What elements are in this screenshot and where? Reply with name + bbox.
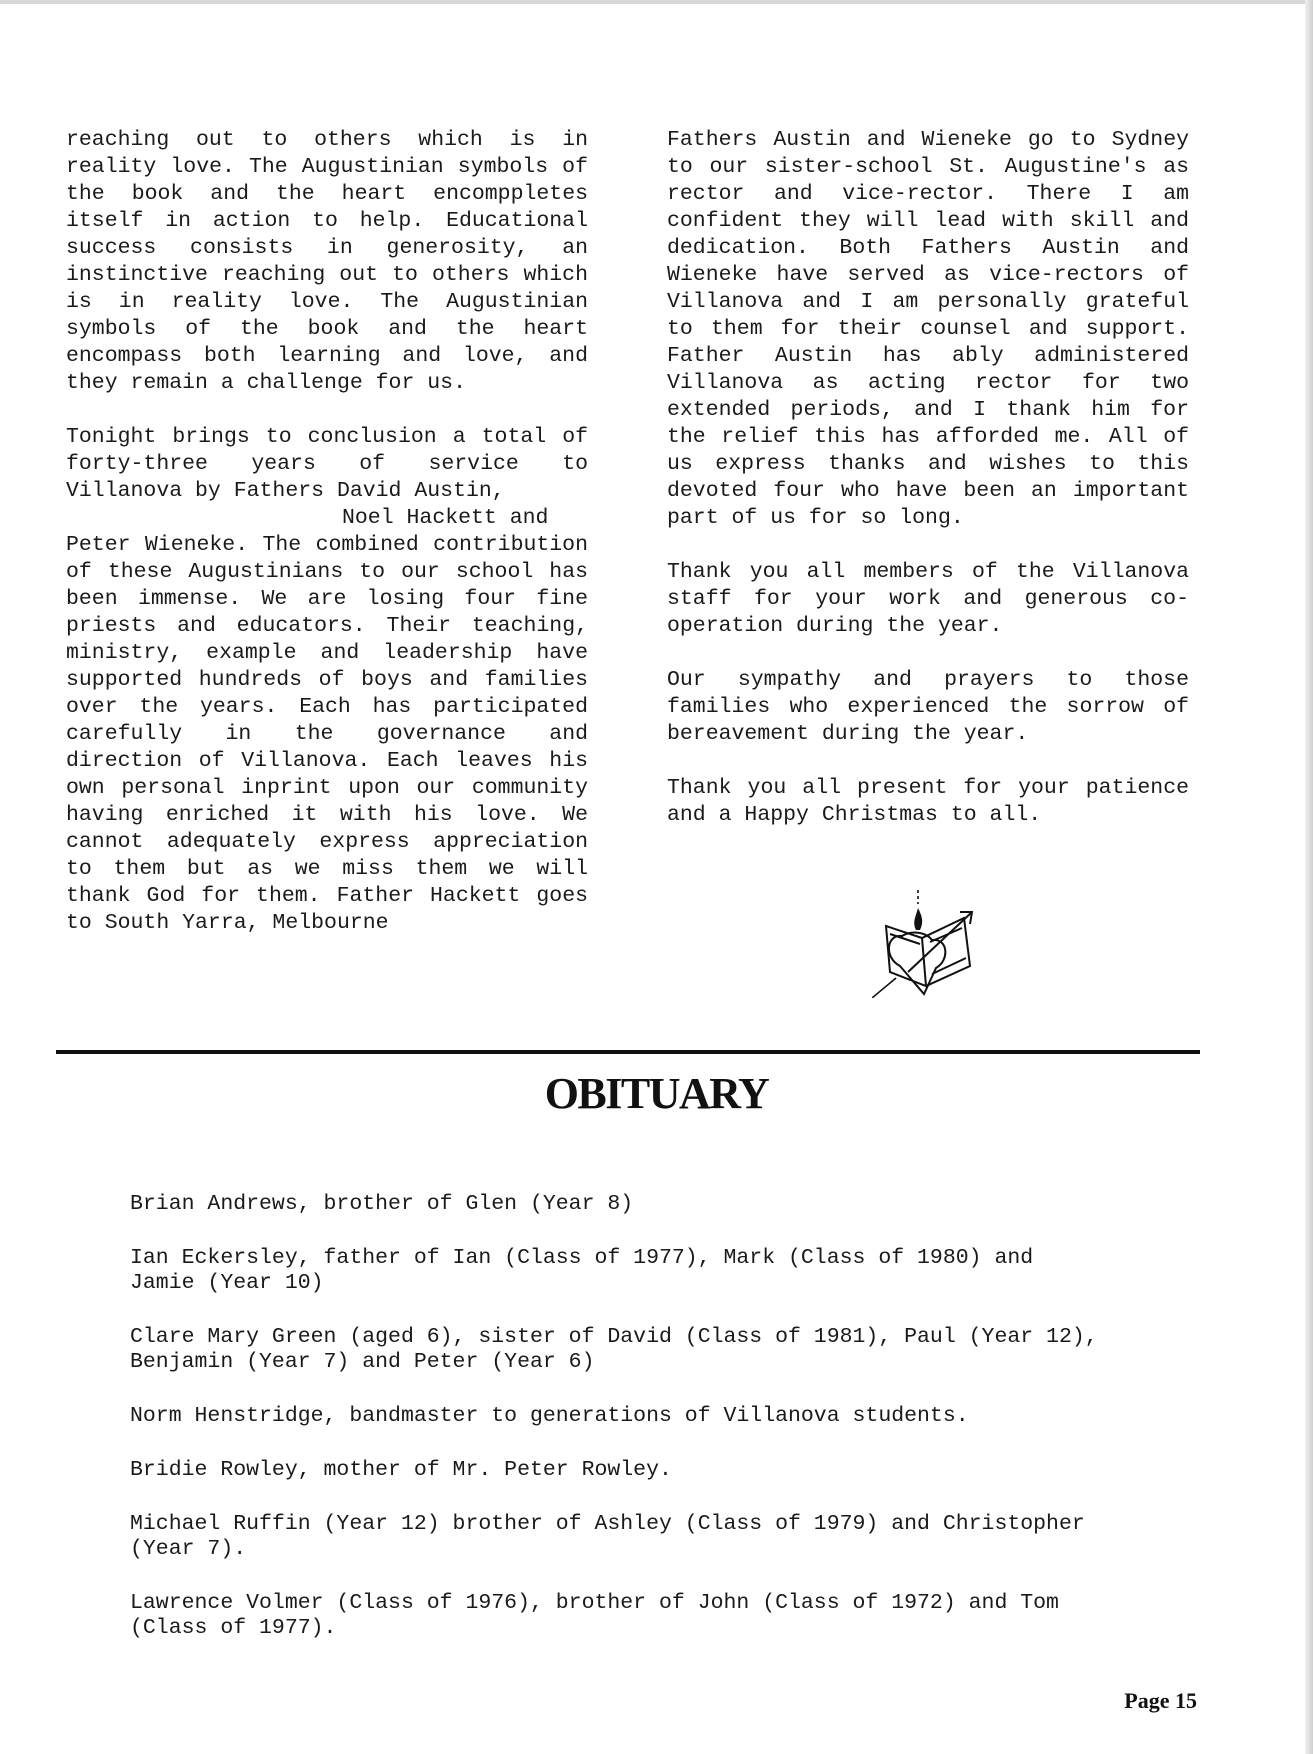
obituary-entry [130,1512,1130,1562]
obituary-entry-line: Michael Ruffin (Year 12) brother of Ashley (Class of 1979) and Christopher [130,1512,1085,1536]
obituary-entry-line: Lawrence Volmer (Class of 1976), brother of John (Class of 1972) and Tom [130,1591,1059,1615]
obituary-entry-line: (Year 7). [130,1537,247,1561]
right-column [667,127,1189,856]
right-paragraph-2: Thank you all members of the Villanova staff for your work and generous co-operation during the year. [667,560,1189,638]
obituary-entry-line: Jamie (Year 10) [130,1271,324,1295]
obituary-entry-line: Benjamin (Year 7) and Peter (Year 6) [130,1350,595,1374]
obituary-entry-line: Clare Mary Green (aged 6), sister of David (Class of 1981), Paul (Year 12), [130,1325,1098,1349]
obituary-entry-line: Ian Eckersley, father of Ian (Class of 1977), Mark (Class of 1980) and [130,1246,1034,1270]
page-right-edge [1305,0,1313,1754]
augustinian-book-heart-emblem-icon [872,886,978,998]
section-divider [56,1050,1200,1054]
page-number: Page 15 [1124,1688,1197,1713]
obituary-entry [130,1192,1130,1217]
page-top-edge [0,0,1313,4]
obituary-title: OBITUARY [544,1069,769,1118]
obituary-entry-line: Bridie Rowley, mother of Mr. Peter Rowley. [130,1458,672,1482]
left-paragraph-2-rest: Peter Wieneke. The combined contribution of these Augustinians to our school has been immense. We are losing four fine priests and educators. Their teaching, ministry, example and leadership have supported hundreds of boys and families over the years. Each has participated carefully in the governance and direction of Villanova. Each leaves his own personal inprint upon our community having enriched it with his love. We cannot adequately express appreciation to them but as we miss them we will thank God for them. Father Hackett goes to South Yarra, Melbourne [66,533,588,935]
obituary-list [130,1192,1130,1670]
obituary-entry [130,1404,1130,1429]
left-paragraph-2-indent: Noel Hackett and [342,506,549,530]
obituary-entry-line: Brian Andrews, brother of Glen (Year 8) [130,1192,634,1216]
right-paragraph-3: Our sympathy and prayers to those families who experienced the sorrow of bereavement during the year. [667,668,1189,746]
left-paragraph-1: reaching out to others which is in reality love. The Augustinian symbols of the book and the heart encomppletes itself in action to help. Educational success consists in generosity, an instinctive reaching out to others which is in reality love. The Augustinian symbols of the book and the heart encompass both learning and love, and they remain a challenge for us. [66,128,588,395]
left-paragraph-2 [66,424,588,937]
obituary-entry-line: (Class of 1977). [130,1616,337,1640]
obituary-entry [130,1458,1130,1483]
right-paragraph-1: Fathers Austin and Wieneke go to Sydney to our sister-school St. Augustine's as rector and vice-rector. There I am confident they will lead with skill and dedication. Both Fathers Austin and Wieneke have served as vice-rectors of Villanova and I am personally grateful to them for their counsel and support. Father Austin has ably administered Villanova as acting rector for two extended periods, and I thank him for the relief this has afforded me. All of us express thanks and wishes to this devoted four who have been an important part of us for so long. [667,128,1189,530]
obituary-entry [130,1246,1130,1296]
left-column [66,127,588,964]
obituary-entry [130,1325,1130,1375]
right-paragraph-4: Thank you all present for your patience and a Happy Christmas to all. [667,776,1189,827]
left-paragraph-2-start: Tonight brings to conclusion a total of forty-three years of service to Villanova by Fathers David Austin, [66,425,588,503]
obituary-entry [130,1591,1130,1641]
obituary-entry-line: Norm Henstridge, bandmaster to generations of Villanova students. [130,1404,969,1428]
